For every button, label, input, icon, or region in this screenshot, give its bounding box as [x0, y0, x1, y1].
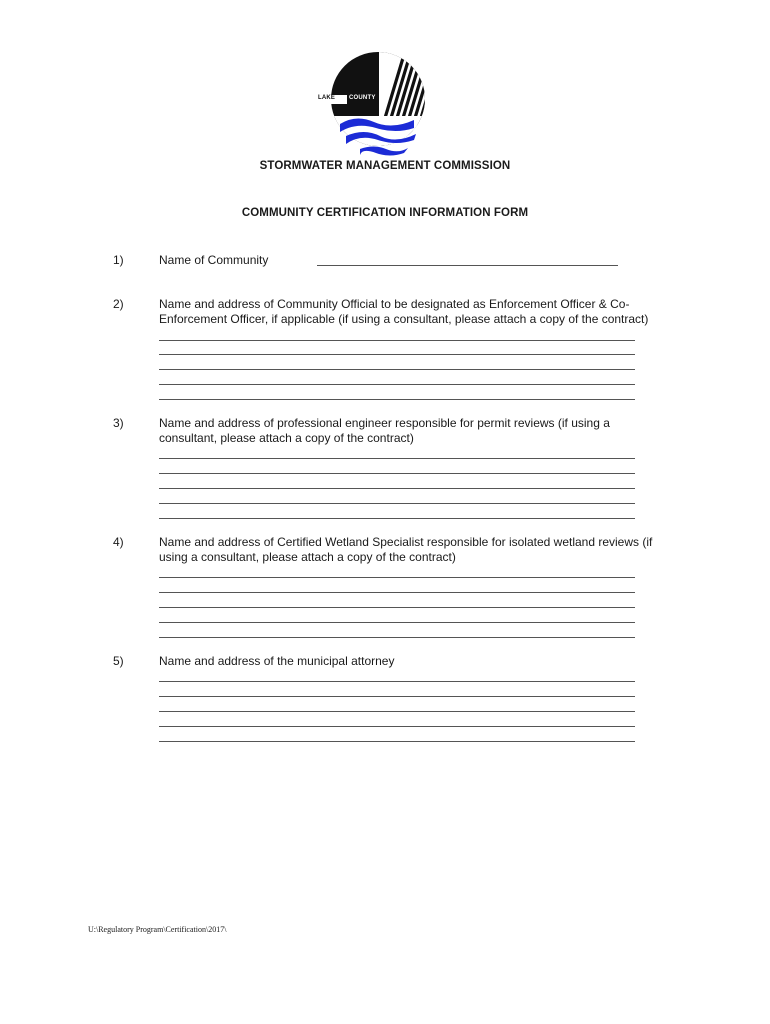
- answer-line[interactable]: [159, 369, 635, 370]
- answer-line[interactable]: [159, 473, 635, 474]
- community-name-blank[interactable]: [317, 265, 618, 266]
- item-number: 2): [113, 297, 124, 311]
- answer-line[interactable]: [159, 726, 635, 727]
- answer-line[interactable]: [159, 681, 635, 682]
- answer-line[interactable]: [159, 399, 635, 400]
- item-label: Name and address of professional engineer responsible for permit reviews (if using a: [159, 416, 610, 430]
- item-label-continued: consultant, please attach a copy of the contract): [159, 431, 414, 445]
- answer-line[interactable]: [159, 592, 635, 593]
- answer-line[interactable]: [159, 488, 635, 489]
- logo-word-lake: LAKE: [318, 95, 336, 101]
- answer-line[interactable]: [159, 711, 635, 712]
- answer-line[interactable]: [159, 458, 635, 459]
- file-path-footer: U:\Regulatory Program\Certification\2017\: [88, 925, 227, 934]
- answer-line[interactable]: [159, 637, 635, 638]
- answer-line[interactable]: [159, 696, 635, 697]
- answer-line[interactable]: [159, 354, 635, 355]
- answer-line[interactable]: [159, 518, 635, 519]
- item-number: 4): [113, 535, 124, 549]
- answer-line[interactable]: [159, 622, 635, 623]
- item-label-continued: using a consultant, please attach a copy of the contract): [159, 550, 456, 564]
- answer-line[interactable]: [159, 741, 635, 742]
- answer-line[interactable]: [159, 577, 635, 578]
- item-label-continued: Enforcement Officer, if applicable (if using a consultant, please attach a copy of the contract): [159, 312, 649, 326]
- item-label: Name and address of the municipal attorney: [159, 654, 395, 668]
- item-label: Name and address of Community Official to be designated as Enforcement Officer & Co-: [159, 297, 630, 311]
- form-title: COMMUNITY CERTIFICATION INFORMATION FORM: [241, 207, 529, 219]
- answer-line[interactable]: [159, 340, 635, 341]
- item-number: 3): [113, 416, 124, 430]
- answer-line[interactable]: [159, 384, 635, 385]
- item-number: 5): [113, 654, 124, 668]
- item-label: Name and address of Certified Wetland Specialist responsible for isolated wetland reviews (if: [159, 535, 653, 549]
- item-label: Name of Community: [159, 253, 269, 267]
- lake-county-logo: [316, 52, 440, 160]
- commission-heading: STORMWATER MANAGEMENT COMMISSION: [259, 160, 511, 172]
- answer-line[interactable]: [159, 503, 635, 504]
- item-number: 1): [113, 253, 124, 267]
- logo-word-county: COUNTY: [349, 95, 376, 101]
- answer-line[interactable]: [159, 607, 635, 608]
